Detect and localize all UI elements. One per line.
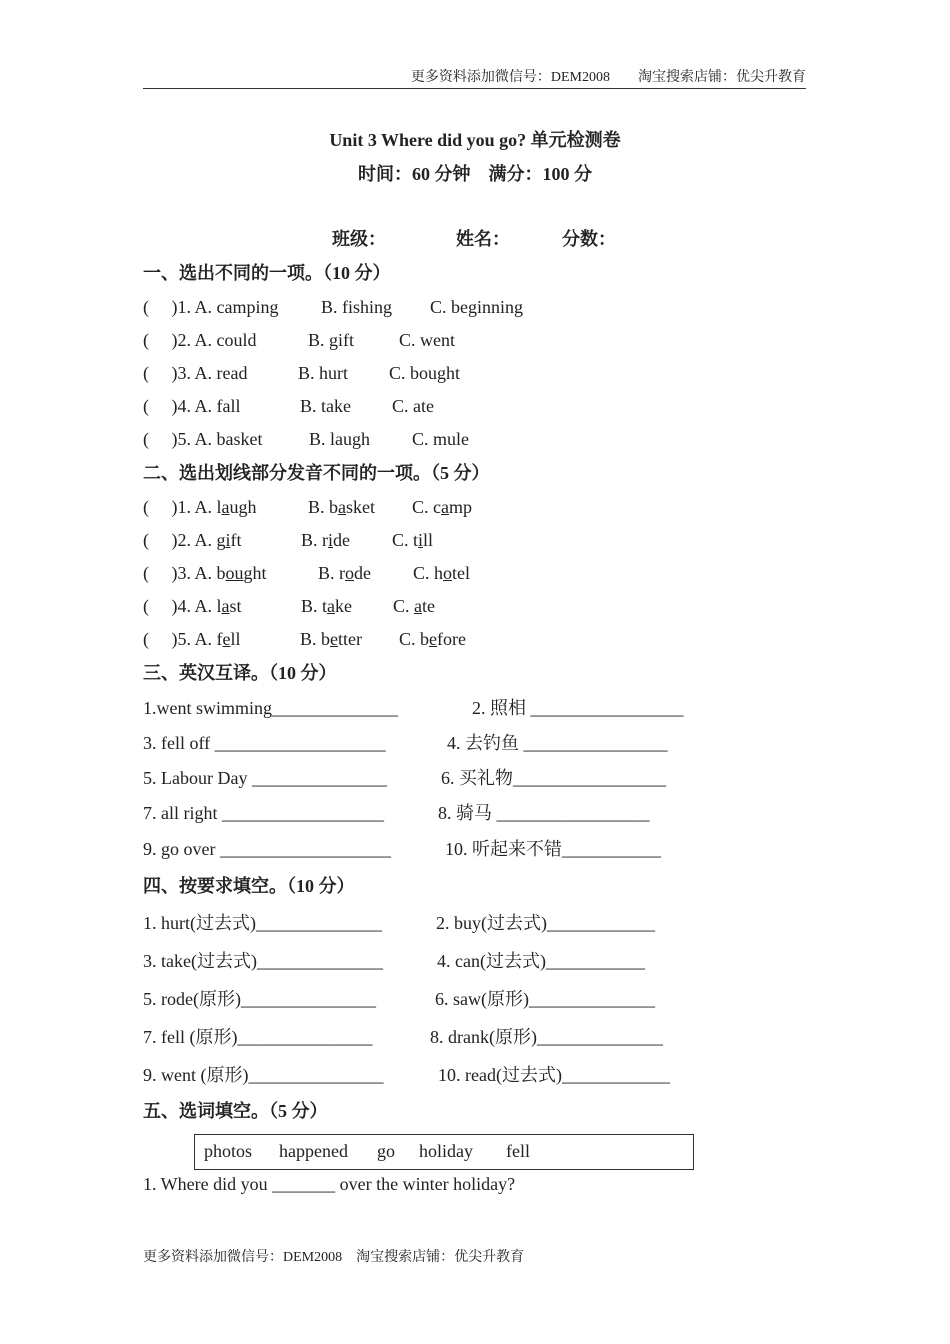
s2-q1-c-pre: C. c xyxy=(412,497,441,517)
s2-q2-b-mark: i xyxy=(328,530,334,550)
section1-heading: 一、选出不同的一项。（10 分） xyxy=(143,263,391,283)
s4-item-3: 3. take(过去式)______________ xyxy=(143,951,383,971)
exam-subtitle: 时间：60 分钟 满分：100 分 xyxy=(358,164,592,184)
s2-q4-c-pre: C. xyxy=(393,596,415,616)
s2-q5-prefix: ( )5. A. xyxy=(143,629,217,649)
s2-q5-b-mark: e xyxy=(330,629,339,649)
s2-question-2 xyxy=(143,529,434,551)
s2-q5-b-pre: B. b xyxy=(300,629,331,649)
s2-q5-c-pre: C. b xyxy=(399,629,430,649)
s2-q3-c xyxy=(413,562,470,584)
s3-item-9: 9. go over ___________________ xyxy=(143,839,391,859)
s2-q3-a-pre: b xyxy=(216,563,226,583)
s2-q2-prefix: ( )2. A. xyxy=(143,530,217,550)
s4-item-1: 1. hurt(过去式)______________ xyxy=(143,913,382,933)
word-bank-fell: fell xyxy=(506,1141,530,1161)
s1-question-1 xyxy=(143,296,523,318)
s2-q4-c-post: te xyxy=(422,596,436,616)
s1-q4-c: C. ate xyxy=(392,396,434,416)
s3-item-4: 4. 去钓鱼 ________________ xyxy=(447,733,668,753)
s2-q3-c-pre: C. h xyxy=(413,563,444,583)
s2-q5-a-mark: e xyxy=(222,629,231,649)
s1-q1-b: B. fishing xyxy=(321,297,393,317)
s2-q2-b-pre: B. r xyxy=(301,530,328,550)
s4-item-8: 8. drank(原形)______________ xyxy=(430,1027,663,1047)
s2-q5-c-mark: e xyxy=(429,629,438,649)
s3-item-10: 10. 听起来不错___________ xyxy=(445,839,661,859)
s2-q5-b-post: tter xyxy=(338,629,363,649)
s2-q2-b-post: de xyxy=(333,530,351,550)
s2-q1-c xyxy=(412,496,472,518)
s1-q3-b: B. hurt xyxy=(298,363,349,383)
s4-item-7: 7. fell (原形)_______________ xyxy=(143,1027,373,1047)
s1-q1-c: C. beginning xyxy=(430,297,523,317)
s2-q4-c-mark: a xyxy=(414,596,423,616)
s2-q4-c xyxy=(393,595,435,617)
s2-q1-b-mark: a xyxy=(338,497,347,517)
s1-q2-b: B. gift xyxy=(308,330,355,350)
s2-q1-a-post: ugh xyxy=(229,497,257,517)
s1-question-3 xyxy=(143,362,461,384)
s1-q2-a: ( )2. A. could xyxy=(143,330,257,350)
s2-q2-a-mark: i xyxy=(225,530,231,550)
s2-question-3 xyxy=(143,562,471,584)
s3-item-2: 2. 照相 _________________ xyxy=(472,698,684,718)
s2-q3-b-mark: o xyxy=(345,563,354,583)
s2-q1-a-mark: a xyxy=(221,497,230,517)
s1-q3-a: ( )3. A. read xyxy=(143,363,248,383)
word-bank-happened: happened xyxy=(279,1141,348,1161)
s2-q2-c-pre: C. t xyxy=(392,530,419,550)
s4-item-2: 2. buy(过去式)____________ xyxy=(436,913,655,933)
s3-item-7: 7. all right __________________ xyxy=(143,803,384,823)
s2-q4-a-pre: l xyxy=(216,596,222,616)
s1-question-4 xyxy=(143,395,434,417)
s2-q1-b-pre: B. b xyxy=(308,497,339,517)
s2-q5-c-post: fore xyxy=(437,629,466,649)
section5-heading: 五、选词填空。（5 分） xyxy=(143,1101,328,1121)
s2-q4-b-pre: B. t xyxy=(301,596,328,616)
score-label: 分数： xyxy=(562,229,616,249)
s2-q5-c xyxy=(399,628,466,650)
page-title: Unit 3 Where did you go? 单元检测卷 xyxy=(329,130,621,150)
s2-q1-c-post: mp xyxy=(449,497,473,517)
s1-q3-c: C. bought xyxy=(389,363,461,383)
word-bank-photos: photos xyxy=(204,1141,253,1161)
s2-q4-prefix: ( )4. A. xyxy=(143,596,217,616)
s2-q1-a-pre: l xyxy=(216,497,222,517)
s2-q4-b-post: ke xyxy=(335,596,353,616)
s4-item-4: 4. can(过去式)___________ xyxy=(437,951,645,971)
s1-q4-a: ( )4. A. fall xyxy=(143,396,241,416)
s3-item-6: 6. 买礼物_________________ xyxy=(441,768,666,788)
s2-q3-c-post: tel xyxy=(452,563,471,583)
s3-item-8: 8. 骑马 _________________ xyxy=(438,803,650,823)
s2-question-4 xyxy=(143,595,436,617)
s1-q4-b: B. take xyxy=(300,396,351,416)
page-footer: 更多资料添加微信号：DEM2008 淘宝搜索店铺：优尖升教育 xyxy=(143,1250,525,1265)
s2-q4-a-post: st xyxy=(229,596,242,616)
s2-q2-c xyxy=(392,529,433,551)
page-header: 更多资料添加微信号：DEM2008 淘宝搜索店铺：优尖升教育 xyxy=(143,68,806,89)
s4-item-5: 5. rode(原形)_______________ xyxy=(143,989,376,1009)
s1-question-2 xyxy=(143,329,455,351)
s2-q2-a-pre: g xyxy=(216,530,226,550)
s2-q1-prefix: ( )1. A. xyxy=(143,497,217,517)
word-bank-go: go xyxy=(377,1141,395,1161)
s2-q3-b xyxy=(318,562,371,584)
s5-question-1: 1. Where did you _______ over the winter holiday? xyxy=(143,1174,516,1194)
word-bank-holiday: holiday xyxy=(419,1141,473,1161)
s3-item-3: 3. fell off ___________________ xyxy=(143,733,386,753)
s4-item-9: 9. went (原形)_______________ xyxy=(143,1065,384,1085)
s2-q1-b xyxy=(308,496,375,518)
section2-heading: 二、选出划线部分发音不同的一项。（5 分） xyxy=(143,463,490,483)
s1-q5-a: ( )5. A. basket xyxy=(143,429,263,449)
s2-q1-c-mark: a xyxy=(441,497,449,517)
s2-q3-c-mark: o xyxy=(443,563,453,583)
s2-q5-a-post: ll xyxy=(230,629,241,649)
s2-q3-a-post: ght xyxy=(243,563,267,583)
s3-item-1: 1.went swimming______________ xyxy=(143,698,398,718)
section4-heading: 四、按要求填空。（10 分） xyxy=(143,876,355,896)
s2-q4-b xyxy=(301,595,352,617)
s2-q2-a-post: ft xyxy=(230,530,242,550)
s2-q2-b xyxy=(301,529,350,551)
s1-q5-c: C. mule xyxy=(412,429,469,449)
s2-q4-b-mark: a xyxy=(327,596,336,616)
s2-q5-b xyxy=(300,628,362,650)
s3-item-5: 5. Labour Day _______________ xyxy=(143,768,387,788)
s1-question-5 xyxy=(143,428,469,450)
s2-q3-b-post: de xyxy=(354,563,371,583)
name-label: 姓名： xyxy=(456,229,510,249)
section3-heading: 三、英汉互译。（10 分） xyxy=(143,663,337,683)
s2-q3-b-pre: B. r xyxy=(318,563,345,583)
word-bank-box xyxy=(194,1134,694,1170)
s1-q1-a: ( )1. A. camping xyxy=(143,297,279,317)
s2-q1-b-post: sket xyxy=(346,497,376,517)
s1-q2-c: C. went xyxy=(399,330,455,350)
s2-question-5 xyxy=(143,628,466,650)
s2-q3-prefix: ( )3. A. xyxy=(143,563,217,583)
s2-q2-c-post: ll xyxy=(423,530,434,550)
s1-q5-b: B. laugh xyxy=(309,429,370,449)
s2-q3-a-mark: ou xyxy=(225,563,244,583)
s2-q2-c-mark: i xyxy=(418,530,424,550)
s2-q4-a-mark: a xyxy=(221,596,230,616)
class-label: 班级： xyxy=(332,229,386,249)
s2-q5-a-pre: f xyxy=(216,629,223,649)
s2-question-1 xyxy=(143,496,473,518)
s4-item-10: 10. read(过去式)____________ xyxy=(438,1065,670,1085)
s4-item-6: 6. saw(原形)______________ xyxy=(435,989,655,1009)
